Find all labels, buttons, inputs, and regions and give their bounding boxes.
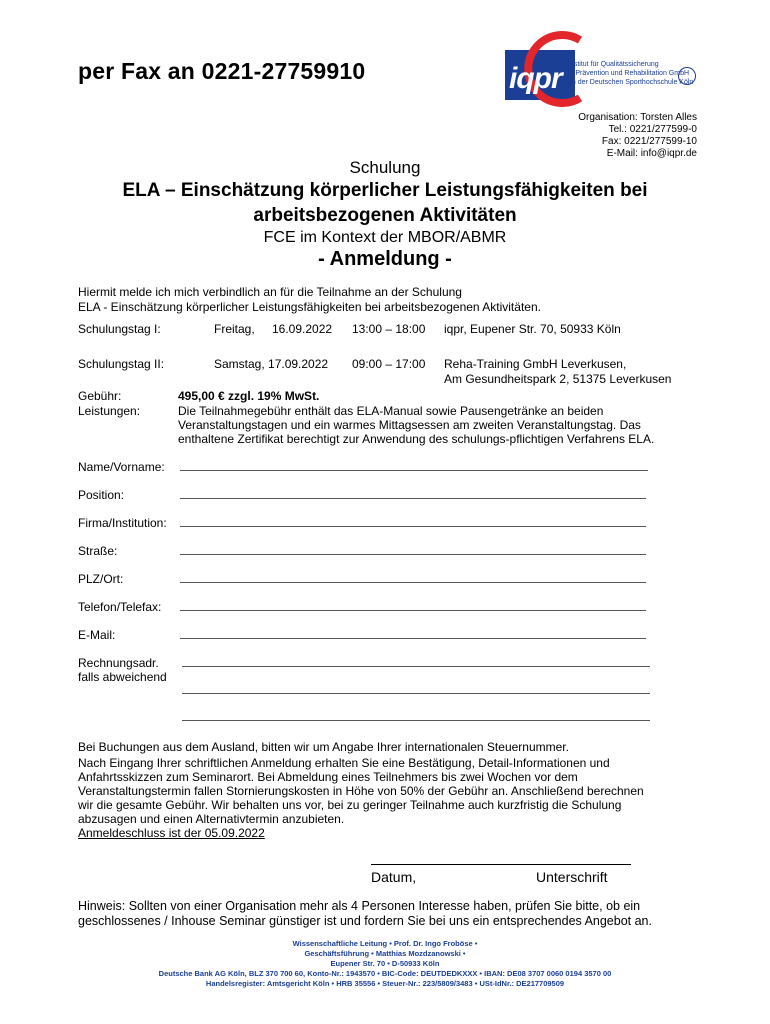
field-street-input[interactable] xyxy=(180,554,646,555)
hint-line-2: geschlossenes / Inhouse Seminar günstiger ist und fordern Sie bei uns ein entsprechendes Angebot an. xyxy=(78,914,652,928)
field-label-name: Name/Vorname: xyxy=(78,460,165,474)
footer-line-3: Eupener Str. 70 • D-50933 Köln xyxy=(330,959,440,968)
title-line-1: ELA – Einschätzung körperlicher Leistungsfähigkeiten bei xyxy=(122,180,648,201)
fee-amount: 495,00 € zzgl. 19% MwSt. xyxy=(178,389,320,403)
field-label-email: E-Mail: xyxy=(78,628,116,642)
signature-date-label: Datum, xyxy=(371,869,417,885)
page-title xyxy=(0,178,770,228)
field-label-street: Straße: xyxy=(78,544,118,558)
field-company-input[interactable] xyxy=(180,526,646,527)
field-position-input[interactable] xyxy=(180,498,646,499)
services-line-2: Veranstaltungstagen und ein warmes Mittagsessen am zweiten Veranstaltungstag. Das xyxy=(178,418,641,432)
day1-date: 16.09.2022 xyxy=(272,322,333,336)
deadline: Anmeldeschluss ist der 05.09.2022 xyxy=(78,826,265,840)
field-label-phone: Telefon/Telefax: xyxy=(78,600,162,614)
field-email-input[interactable] xyxy=(180,638,646,639)
day1-time: 13:00 – 18:00 xyxy=(352,322,426,336)
terms-line-4: wir die gesamte Gebühr. Wir behalten uns vor, bei zu geringer Teilnahme auch kurzfristig die Schulung xyxy=(78,798,622,812)
contact-org: Organisation: Torsten Alles xyxy=(578,112,697,123)
footer-line-4: Deutsche Bank AG Köln, BLZ 370 700 60, Konto-Nr.: 1943570 • BIC-Code: DEUTDEDKXXX • IBAN: DE08 3707 0060 0194 3570 00 xyxy=(158,969,612,978)
terms-line-2: Anfahrtsskizzen zum Seminarort. Bei Abmeldung eines Teilnehmers bis zwei Wochen vor dem xyxy=(78,770,578,784)
kicker: Schulung xyxy=(349,158,421,177)
services-line-3: enthaltene Zertifikat berechtigt zur Anwendung des schulungs-pflichtigen Verfahrens ELA. xyxy=(178,432,655,446)
terms-line-5: abzusagen und einen Alternativtermin anzubieten. xyxy=(78,812,345,826)
field-label-city: PLZ/Ort: xyxy=(78,572,124,586)
field-name-input[interactable] xyxy=(180,470,648,471)
footer-line-1: Wissenschaftliche Leitung • Prof. Dr. Ingo Froböse • xyxy=(292,939,478,948)
field-city-input[interactable] xyxy=(180,582,646,583)
day2-date: Samstag, 17.09.2022 xyxy=(214,357,329,371)
day1-place: iqpr, Eupener Str. 70, 50933 Köln xyxy=(444,322,621,336)
contact-block xyxy=(578,112,697,160)
services-label: Leistungen: xyxy=(78,404,141,418)
fee-label: Gebühr: xyxy=(78,389,122,403)
billing-label-2: falls abweichend xyxy=(78,670,167,684)
field-phone-input[interactable] xyxy=(180,610,646,611)
billing-input-3[interactable] xyxy=(182,720,650,721)
hint-line-1: Hinweis: Sollten von einer Organisation mehr als 4 Personen Interesse haben, prüfen Sie bitte, ob ein xyxy=(78,899,641,913)
billing-input-1[interactable] xyxy=(182,666,650,667)
seal-icon xyxy=(678,67,696,85)
footer-line-2: Geschäftsführung • Matthias Mozdzanowski • xyxy=(304,949,466,958)
field-label-position: Position: xyxy=(78,488,125,502)
services-line-1: Die Teilnahmegebühr enthält das ELA-Manual sowie Pausengetränke an beiden xyxy=(178,404,604,418)
contact-mail: E-Mail: info@iqpr.de xyxy=(606,148,697,159)
intro-line-1: Hiermit melde ich mich verbindlich an für die Teilnahme an der Schulung xyxy=(78,285,462,299)
subtitle: FCE im Kontext der MBOR/ABMR xyxy=(263,229,507,246)
day2-place-2: Am Gesundheitspark 2, 51375 Leverkusen xyxy=(444,372,672,386)
signature-sign-label: Unterschrift xyxy=(536,869,608,885)
field-label-company: Firma/Institution: xyxy=(78,516,167,530)
logo-lettering: Institut für Qualitätssicherung in Prävention und Rehabilitation GmbH an der Deutschen Sporthochschule Köln xyxy=(568,61,694,86)
day1-label: Schulungstag I: xyxy=(78,322,161,336)
day2-label: Schulungstag II: xyxy=(78,357,165,371)
anmeldung-heading: - Anmeldung - xyxy=(318,248,452,270)
billing-input-2[interactable] xyxy=(182,693,650,694)
day1-weekday: Freitag, xyxy=(214,322,255,336)
contact-tel: Tel.: 0221/277599-0 xyxy=(608,124,697,135)
abroad-note: Bei Buchungen aus dem Ausland, bitten wir um Angabe Ihrer internationalen Steuernummer. xyxy=(78,740,569,754)
logo-mark: iqpr xyxy=(509,62,562,95)
title-line-2: arbeitsbezogenen Aktivitäten xyxy=(253,205,517,226)
terms-line-3: Veranstaltungstermin fallen Stornierungskosten in Höhe von 50% der Gebühr an. Anschließend berechnen xyxy=(78,784,644,798)
footer-line-5: Handelsregister: Amtsgericht Köln • HRB 35556 • Steuer-Nr.: 223/5809/3483 • USt-IdNr.: DE217709509 xyxy=(205,979,565,988)
hint-block xyxy=(78,899,652,929)
footer xyxy=(0,939,770,989)
fax-header: per Fax an 0221-27759910 xyxy=(78,58,366,84)
billing-label-1: Rechnungsadr. xyxy=(78,656,159,670)
terms-line-1: Nach Eingang Ihrer schriftlichen Anmeldung erhalten Sie eine Bestätigung, Detail-Informationen und xyxy=(78,756,610,770)
day2-place: Reha-Training GmbH Leverkusen, xyxy=(444,357,627,371)
intro-line-2: ELA - Einschätzung körperlicher Leistungsfähigkeiten bei arbeitsbezogenen Aktivitäten. xyxy=(78,300,541,314)
contact-fax: Fax: 0221/277599-10 xyxy=(601,136,697,147)
signature-line[interactable] xyxy=(371,864,631,865)
day2-time: 09:00 – 17:00 xyxy=(352,357,426,371)
